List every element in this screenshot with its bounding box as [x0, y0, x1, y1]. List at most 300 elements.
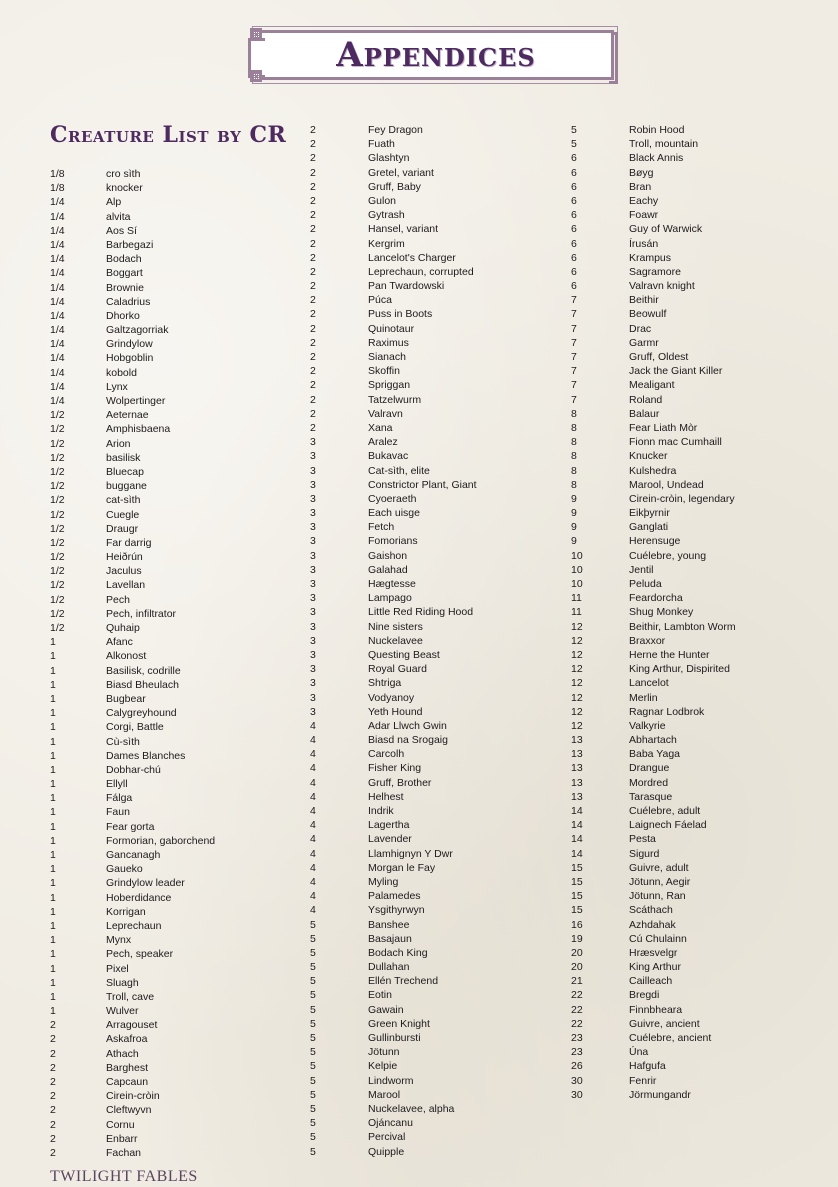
creature-name: Boggart: [106, 267, 143, 280]
list-item: [50, 678, 215, 692]
list-item: [50, 508, 215, 522]
challenge-rating: 5: [310, 989, 316, 1002]
creature-name: Afanc: [106, 636, 133, 649]
challenge-rating: 3: [310, 691, 316, 704]
list-item: [50, 791, 215, 805]
creature-name: Athach: [106, 1047, 139, 1060]
creature-name: Askafroa: [106, 1033, 148, 1046]
creature-name: Percival: [368, 1131, 406, 1144]
list-item: [50, 1075, 215, 1089]
challenge-rating: 1: [50, 820, 56, 833]
creature-name: Cleftwyvn: [106, 1104, 152, 1117]
creature-name: buggane: [106, 480, 147, 493]
challenge-rating: 1/2: [50, 579, 65, 592]
list-item: [50, 1132, 215, 1146]
list-item: [310, 449, 477, 463]
challenge-rating: 1/2: [50, 565, 65, 578]
creature-name: Baba Yaga: [629, 748, 680, 761]
creature-name: Valravn knight: [629, 280, 695, 293]
challenge-rating: 26: [571, 1060, 583, 1073]
list-item: [310, 648, 477, 662]
list-item: [310, 251, 477, 265]
list-item: [571, 804, 736, 818]
creature-name: Jötunn, Aegir: [629, 875, 691, 888]
creature-name: Marool: [368, 1088, 401, 1101]
challenge-rating: 2: [50, 1019, 56, 1032]
creature-name: Ellén Trechend: [368, 975, 439, 988]
creature-name: Skoffin: [368, 365, 400, 378]
list-item: [310, 1074, 477, 1088]
creature-name: Scáthach: [629, 904, 673, 917]
challenge-rating: 5: [310, 932, 316, 945]
creature-name: Little Red Riding Hood: [368, 606, 474, 619]
list-item: [310, 1059, 477, 1073]
list-item: [571, 123, 736, 137]
challenge-rating: 2: [310, 194, 316, 207]
list-item: [571, 591, 736, 605]
challenge-rating: 1/4: [50, 338, 65, 351]
challenge-rating: 5: [310, 1032, 316, 1044]
challenge-rating: 6: [571, 251, 577, 264]
list-item: [50, 635, 215, 649]
challenge-rating: 16: [571, 918, 583, 931]
challenge-rating: 23: [571, 1046, 583, 1059]
list-item: [310, 1145, 477, 1159]
challenge-rating: 1/2: [50, 451, 65, 464]
list-item: [50, 522, 215, 536]
list-item: [50, 337, 215, 351]
creature-name: Jörmungandr: [629, 1088, 691, 1101]
challenge-rating: 1: [50, 735, 56, 748]
creature-name: Dullahan: [368, 961, 410, 974]
challenge-rating: 1/4: [50, 267, 65, 280]
creature-name: Black Annis: [629, 152, 684, 165]
challenge-rating: 22: [571, 1003, 583, 1016]
challenge-rating: 5: [310, 1117, 316, 1130]
creature-name: Eachy: [629, 194, 659, 207]
creature-name: Valravn: [368, 407, 403, 420]
creature-name: Spriggan: [368, 379, 411, 392]
creature-name: Leprechaun: [106, 919, 162, 932]
list-item: [310, 960, 477, 974]
challenge-rating: 1: [50, 778, 56, 791]
list-item: [50, 820, 215, 834]
creature-name: Herensuge: [629, 535, 681, 548]
creature-name: Gulon: [368, 194, 397, 207]
list-item: [50, 238, 215, 252]
creature-name: King Arthur, Dispirited: [629, 663, 730, 676]
creature-name: Gruff, Oldest: [629, 351, 689, 363]
creature-name: Glashtyn: [368, 152, 410, 165]
list-item: [571, 705, 736, 719]
list-item: [310, 705, 477, 719]
list-item: [571, 776, 736, 790]
creature-name: Palamedes: [368, 890, 421, 903]
challenge-rating: 4: [310, 861, 316, 874]
creature-name: Basajaun: [368, 932, 412, 945]
list-item: [50, 891, 215, 905]
creature-name: Pan Twardowski: [368, 280, 445, 293]
challenge-rating: 15: [571, 875, 583, 888]
challenge-rating: 1/4: [50, 366, 65, 379]
challenge-rating: 1: [50, 934, 56, 947]
creature-name: Bodach: [106, 253, 142, 266]
list-item: [310, 634, 477, 648]
creature-name: Fuath: [368, 138, 395, 151]
challenge-rating: 20: [571, 946, 583, 959]
challenge-rating: 2: [310, 351, 316, 363]
creature-name: Hoberdidance: [106, 891, 172, 904]
creature-name: Nuckelavee: [368, 634, 423, 647]
list-item: [310, 520, 477, 534]
list-item: [50, 919, 215, 933]
challenge-rating: 1: [50, 877, 56, 890]
challenge-rating: 3: [310, 620, 316, 633]
list-item: [50, 408, 215, 422]
list-item: [50, 749, 215, 763]
challenge-rating: 1/8: [50, 168, 65, 180]
challenge-rating: 1/4: [50, 238, 65, 251]
creature-column-2: [310, 123, 477, 1159]
creature-name: Gruff, Baby: [368, 180, 421, 193]
creature-name: Bukavac: [368, 450, 409, 463]
challenge-rating: 1/4: [50, 210, 65, 223]
creature-name: Tarasque: [629, 790, 673, 803]
list-item: [571, 662, 736, 676]
creature-name: Caladrius: [106, 295, 151, 308]
creature-name: Finnbheara: [629, 1003, 683, 1016]
list-item: [50, 1018, 215, 1032]
creature-name: Hægtesse: [368, 578, 416, 590]
challenge-rating: 4: [310, 847, 316, 860]
list-item: [571, 634, 736, 648]
creature-name: knocker: [106, 182, 143, 195]
challenge-rating: 4: [310, 734, 316, 747]
creature-name: Arragouset: [106, 1019, 158, 1032]
creature-name: Robin Hood: [629, 124, 685, 136]
creature-name: Gullinbursti: [368, 1032, 421, 1044]
challenge-rating: 15: [571, 904, 583, 917]
creature-name: Lindworm: [368, 1074, 414, 1087]
creature-name: Brownie: [106, 281, 144, 294]
list-item: [310, 265, 477, 279]
list-item: [571, 605, 736, 619]
creature-name: Leprechaun, corrupted: [368, 265, 474, 278]
creature-name: Gawain: [368, 1003, 404, 1016]
list-item: [310, 918, 477, 932]
banner-corner-ornament-icon: [250, 70, 262, 82]
challenge-rating: 3: [310, 436, 316, 449]
challenge-rating: 1/2: [50, 622, 65, 634]
list-item: [571, 733, 736, 747]
section-title: Creature List by CR: [50, 122, 287, 148]
challenge-rating: 4: [310, 819, 316, 832]
creature-name: Bluecap: [106, 465, 144, 478]
creature-name: Fisher King: [368, 762, 422, 775]
creature-name: Bodach King: [368, 946, 428, 959]
list-item: [571, 350, 736, 364]
list-item: [571, 549, 736, 563]
challenge-rating: 4: [310, 719, 316, 732]
creature-name: Galtzagorriak: [106, 324, 169, 337]
creature-name: Hansel, variant: [368, 223, 439, 236]
creature-name: Faun: [106, 806, 130, 819]
list-item: [50, 323, 215, 337]
challenge-rating: 1: [50, 962, 56, 975]
list-item: [310, 889, 477, 903]
creature-name: Sagramore: [629, 265, 681, 278]
challenge-rating: 7: [571, 393, 577, 406]
creature-name: Pesta: [629, 833, 656, 846]
challenge-rating: 1: [50, 849, 56, 861]
challenge-rating: 2: [310, 209, 316, 222]
list-item: [571, 1088, 736, 1102]
creature-name: Fenrir: [629, 1074, 657, 1087]
creature-name: Guivre, adult: [629, 861, 689, 874]
list-item: [50, 692, 215, 706]
creature-name: Ganglati: [629, 521, 669, 534]
challenge-rating: 5: [310, 1046, 316, 1059]
creature-name: Kergrim: [368, 237, 405, 250]
challenge-rating: 6: [571, 265, 577, 278]
creature-name: Bøyg: [629, 166, 654, 179]
list-item: [571, 960, 736, 974]
creature-name: Foawr: [629, 209, 659, 222]
list-item: [571, 506, 736, 520]
list-item: [571, 435, 736, 449]
list-item: [50, 224, 215, 238]
challenge-rating: 2: [50, 1090, 56, 1103]
challenge-rating: 2: [50, 1061, 56, 1074]
creature-name: Questing Beast: [368, 648, 440, 661]
list-item: [50, 763, 215, 777]
list-item: [50, 607, 215, 621]
challenge-rating: 13: [571, 762, 583, 775]
list-item: [310, 577, 477, 591]
challenge-rating: 3: [310, 478, 316, 491]
list-item: [50, 309, 215, 323]
challenge-rating: 12: [571, 677, 583, 690]
list-item: [50, 479, 215, 493]
challenge-rating: 1/4: [50, 380, 65, 393]
creature-name: Puss in Boots: [368, 308, 433, 321]
creature-name: Jötunn, Ran: [629, 890, 686, 903]
challenge-rating: 6: [571, 194, 577, 207]
list-item: [571, 761, 736, 775]
creature-name: Guivre, ancient: [629, 1017, 700, 1030]
challenge-rating: 5: [310, 1131, 316, 1144]
creature-name: Valkyrie: [629, 719, 666, 732]
challenge-rating: 2: [310, 421, 316, 434]
creature-name: alvita: [106, 210, 131, 223]
creature-name: Lancelot's Charger: [368, 251, 456, 264]
creature-name: Biasd na Srogaig: [368, 734, 448, 747]
list-item: [50, 167, 215, 181]
list-item: [571, 620, 736, 634]
list-item: [310, 478, 477, 492]
list-item: [571, 1031, 736, 1045]
creature-name: Cat-sìth, elite: [368, 464, 430, 477]
creature-name: Krampus: [629, 251, 672, 264]
creature-name: Corgi, Battle: [106, 721, 164, 734]
challenge-rating: 14: [571, 819, 583, 832]
challenge-rating: 8: [571, 421, 577, 434]
list-item: [571, 237, 736, 251]
challenge-rating: 10: [571, 549, 583, 562]
creature-name: Dobhar-chú: [106, 763, 161, 776]
creature-name: Herne the Hunter: [629, 648, 710, 661]
list-item: [50, 266, 215, 280]
challenge-rating: 1/4: [50, 309, 65, 322]
list-item: [571, 464, 736, 478]
creature-name: Cù-sìth: [106, 735, 140, 748]
challenge-rating: 5: [310, 961, 316, 974]
list-item: [571, 478, 736, 492]
challenge-rating: 1/4: [50, 295, 65, 308]
creature-name: Dames Blanches: [106, 749, 186, 762]
challenge-rating: 1: [50, 792, 56, 805]
challenge-rating: 1/4: [50, 395, 65, 407]
challenge-rating: 7: [571, 365, 577, 378]
list-item: [50, 735, 215, 749]
list-item: [310, 1017, 477, 1031]
creature-name: Pixel: [106, 962, 129, 975]
list-item: [571, 378, 736, 392]
challenge-rating: 1: [50, 976, 56, 989]
list-item: [50, 621, 215, 635]
list-item: [50, 990, 215, 1004]
creature-name: Shtriga: [368, 677, 402, 690]
list-item: [310, 222, 477, 236]
challenge-rating: 2: [310, 407, 316, 420]
creature-name: Grindylow: [106, 338, 153, 351]
challenge-rating: 1: [50, 721, 56, 734]
challenge-rating: 3: [310, 464, 316, 477]
list-item: [50, 1118, 215, 1132]
challenge-rating: 1: [50, 990, 56, 1003]
challenge-rating: 1: [50, 749, 56, 762]
creature-name: Braxxor: [629, 634, 666, 647]
creature-name: King Arthur: [629, 961, 681, 974]
challenge-rating: 1/2: [50, 494, 65, 507]
creature-name: kobold: [106, 366, 137, 379]
list-item: [571, 251, 736, 265]
list-item: [50, 862, 215, 876]
challenge-rating: 3: [310, 521, 316, 534]
creature-name: Indrik: [368, 805, 394, 817]
challenge-rating: 12: [571, 634, 583, 647]
challenge-rating: 15: [571, 861, 583, 874]
challenge-rating: 2: [310, 336, 316, 349]
creature-name: Merlin: [629, 691, 658, 704]
list-item: [50, 295, 215, 309]
creature-name: Carcolh: [368, 748, 405, 761]
challenge-rating: 8: [571, 450, 577, 463]
challenge-rating: 15: [571, 890, 583, 903]
challenge-rating: 1/4: [50, 352, 65, 365]
creature-name: Peluda: [629, 578, 662, 590]
challenge-rating: 14: [571, 833, 583, 846]
challenge-rating: 8: [571, 478, 577, 491]
creature-name: Eikþyrnir: [629, 507, 670, 520]
list-item: [310, 435, 477, 449]
challenge-rating: 12: [571, 691, 583, 704]
creature-name: Lavellan: [106, 579, 146, 592]
list-item: [571, 1074, 736, 1088]
challenge-rating: 3: [310, 450, 316, 463]
creature-name: Bregdi: [629, 989, 660, 1002]
list-item: [571, 946, 736, 960]
challenge-rating: 2: [310, 379, 316, 392]
challenge-rating: 1/2: [50, 423, 65, 436]
challenge-rating: 1/2: [50, 508, 65, 521]
challenge-rating: 1: [50, 664, 56, 677]
creature-name: Pech, infiltrator: [106, 607, 177, 620]
creature-name: Shug Monkey: [629, 606, 694, 619]
challenge-rating: 8: [571, 464, 577, 477]
creature-name: Abhartach: [629, 734, 677, 747]
list-item: [571, 974, 736, 988]
creature-name: Beithir: [629, 294, 659, 307]
list-item: [571, 790, 736, 804]
list-item: [50, 281, 215, 295]
challenge-rating: 1: [50, 707, 56, 720]
challenge-rating: 5: [310, 946, 316, 959]
list-item: [50, 451, 215, 465]
list-item: [571, 1003, 736, 1017]
creature-name: Bugbear: [106, 692, 146, 705]
creature-name: Ysgithyrwyn: [368, 904, 425, 917]
list-item: [50, 834, 215, 848]
creature-name: Adar Llwch Gwin: [368, 719, 447, 732]
list-item: [310, 166, 477, 180]
challenge-rating: 2: [310, 237, 316, 250]
list-item: [310, 620, 477, 634]
creature-name: Arion: [106, 437, 131, 450]
list-item: [310, 407, 477, 421]
creature-name: Troll, cave: [106, 990, 155, 1003]
creature-name: Drac: [629, 322, 652, 335]
creature-name: Cuélebre, adult: [629, 805, 701, 817]
list-item: [571, 151, 736, 165]
list-item: [571, 875, 736, 889]
creature-name: Royal Guard: [368, 663, 427, 676]
challenge-rating: 9: [571, 521, 577, 534]
list-item: [50, 848, 215, 862]
creature-name: Sigurd: [629, 847, 660, 860]
list-item: [310, 861, 477, 875]
creature-name: Biasd Bheulach: [106, 678, 179, 691]
challenge-rating: 14: [571, 805, 583, 817]
challenge-rating: 1/4: [50, 253, 65, 266]
challenge-rating: 3: [310, 549, 316, 562]
challenge-rating: 3: [310, 507, 316, 520]
list-item: [310, 747, 477, 761]
challenge-rating: 6: [571, 152, 577, 165]
list-item: [310, 847, 477, 861]
challenge-rating: 1: [50, 834, 56, 847]
list-item: [571, 847, 736, 861]
list-item: [310, 350, 477, 364]
list-item: [310, 563, 477, 577]
creature-name: Írusán: [629, 237, 659, 250]
creature-name: Vodyanoy: [368, 691, 415, 704]
challenge-rating: 2: [310, 308, 316, 321]
list-item: [50, 1089, 215, 1103]
list-item: [310, 293, 477, 307]
list-item: [310, 691, 477, 705]
list-item: [310, 1031, 477, 1045]
